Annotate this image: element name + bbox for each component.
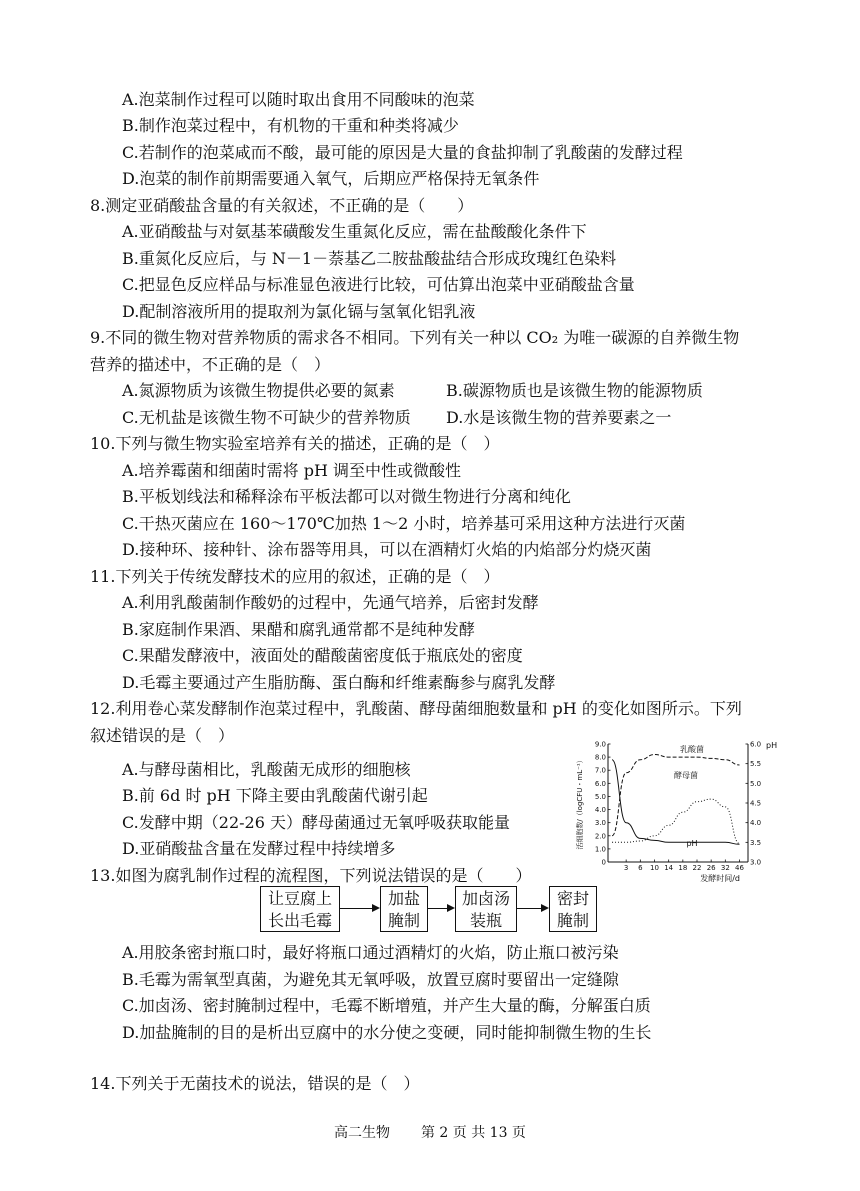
q10-option-d: D.接种环、接种针、涂布器等用具，可以在酒精灯火焰的内焰部分灼烧灭菌: [122, 540, 652, 559]
q8-stem: 8.测定亚硝酸盐含量的有关叙述，不正确的是（ ）: [90, 196, 474, 215]
chart-series-label: pH: [686, 839, 698, 848]
chart-x-tick-label: 22: [692, 864, 702, 872]
chart-left-tick-label: 6.0: [594, 779, 606, 788]
q14-stem: 14.下列关于无菌技术的说法，错误的是（ ）: [90, 1074, 420, 1093]
chart-right-tick-label: 5.5: [750, 760, 762, 769]
flow-step-mold: [260, 886, 340, 932]
q13-stem: 13.如图为腐乳制作过程的流程图，下列说法错误的是（ ）: [90, 866, 532, 885]
q12-option-a: A.与酵母菌相比，乳酸菌无成形的细胞核: [122, 760, 411, 779]
chart-series-label: 酵母菌: [674, 771, 698, 780]
chart-right-axis-label: pH: [766, 741, 778, 750]
chart-left-tick-label: 9.0: [594, 740, 606, 749]
chart-right-tick-label: 4.5: [750, 799, 762, 808]
flow-step-brine-line1: 加卤汤: [461, 889, 510, 908]
chart-x-tick-label: 10: [650, 864, 659, 872]
q8-option-c: C.把显色反应样品与标准显色液进行比较，可估算出泡菜中亚硝酸盐含量: [122, 275, 635, 294]
q9-option-a: A.氮源物质为该微生物提供必要的氮素: [122, 381, 395, 400]
chart-left-tick-label: 1.0: [594, 845, 606, 854]
q8-option-d: D.配制溶液所用的提取剂为氯化镉与氢氧化铝乳液: [122, 302, 476, 321]
chart-x-tick-label: 26: [706, 864, 716, 872]
q9-stem-line2: 营养的描述中，不正确的是（ ）: [90, 355, 331, 374]
q10-option-c: C.干热灭菌应在 160～170℃加热 1～2 小时，培养基可采用这种方法进行灭菌: [122, 514, 686, 533]
footer-page-number: 第 2 页 共 13 页: [420, 1125, 526, 1141]
chart-left-tick-label: 8.0: [594, 753, 606, 762]
q8-option-a: A.亚硝酸盐与对氨基苯磺酸发生重氮化反应，需在盐酸酸化条件下: [122, 222, 587, 241]
q12-option-b: B.前 6d 时 pH 下降主要由乳酸菌代谢引起: [122, 786, 428, 805]
chart-right-tick-label: 3.0: [750, 858, 762, 867]
chart-right-tick-label: 5.0: [750, 779, 762, 788]
q9-option-b: B.碳源物质也是该微生物的能源物质: [446, 381, 703, 400]
flow-step-brine: [455, 886, 517, 932]
q12-option-d: D.亚硝酸盐含量在发酵过程中持续增多: [122, 839, 396, 858]
q7-option-a: A.泡菜制作过程可以随时取出食用不同酸味的泡菜: [122, 90, 475, 109]
chart-x-tick-label: 14: [664, 864, 674, 872]
q7-option-c: C.若制作的泡菜咸而不酸，最可能的原因是大量的食盐抑制了乳酸菌的发酵过程: [122, 143, 683, 162]
q11-option-a: A.利用乳酸菌制作酸奶的过程中，先通气培养，后密封发酵: [122, 593, 539, 612]
q9-stem-line1: 9.不同的微生物对营养物质的需求各不相同。下列有关一种以 CO₂ 为唯一碳源的自养微生物: [90, 328, 740, 347]
furu-flowchart: [260, 886, 600, 936]
chart-x-tick-label: 6: [638, 864, 643, 872]
flow-step-mold-line2: 长出毛霉: [267, 911, 332, 930]
fermentation-chart: [574, 734, 784, 884]
chart-left-tick-label: 4.0: [594, 806, 606, 815]
chart-x-tick-label: 18: [678, 864, 688, 872]
chart-left-axis-label: 活细胞数/（logCFU・mL⁻¹）: [576, 756, 584, 850]
flow-arrow-3: [517, 908, 547, 909]
q9-option-c: C.无机盐是该微生物不可缺少的营养物质: [122, 408, 411, 427]
chart-right-tick-label: 6.0: [750, 740, 762, 749]
chart-left-tick-label: 2.0: [594, 832, 606, 841]
q8-option-b: B.重氮化反应后，与 N－1－萘基乙二胺盐酸盐结合形成玫瑰红色染料: [122, 249, 617, 268]
flow-arrow-2: [428, 908, 453, 909]
page-footer: [0, 1122, 860, 1142]
q11-option-c: C.果醋发酵液中，液面处的醋酸菌密度低于瓶底处的密度: [122, 646, 523, 665]
q11-option-b: B.家庭制作果酒、果醋和腐乳通常都不是纯种发酵: [122, 620, 475, 639]
flow-step-salt-line2: 腌制: [387, 911, 420, 930]
q13-option-a: A.用胶条密封瓶口时，最好将瓶口通过酒精灯的火焰，防止瓶口被污染: [122, 943, 619, 962]
chart-left-tick-label: 0: [601, 858, 606, 867]
q7-option-d: D.泡菜的制作前期需要通入氧气，后期应严格保持无氧条件: [122, 169, 540, 188]
flow-arrow-1: [340, 908, 378, 909]
q13-option-d: D.加盐腌制的目的是析出豆腐中的水分使之变硬，同时能抑制微生物的生长: [122, 1023, 652, 1042]
q12-stem-line2: 叙述错误的是（ ）: [90, 726, 235, 745]
chart-series-label: 乳酸菌: [680, 745, 704, 754]
chart-x-tick-label: 46: [735, 864, 744, 872]
chart-right-tick-label: 4.0: [750, 819, 762, 828]
chart-series-line: [612, 755, 740, 836]
flow-step-salt-line1: 加盐: [387, 889, 420, 908]
chart-series-line: [612, 799, 740, 844]
footer-subject: 高二生物: [334, 1125, 391, 1141]
q12-stem-line1: 12.利用卷心菜发酵制作泡菜过程中，乳酸菌、酵母菌细胞数量和 pH 的变化如图所示。下列: [90, 699, 742, 718]
q9-option-d: D.水是该微生物的营养要素之一: [446, 408, 672, 427]
q13-option-c: C.加卤汤、密封腌制过程中，毛霉不断增殖，并产生大量的酶，分解蛋白质: [122, 996, 651, 1015]
q10-option-a: A.培养霉菌和细菌时需将 pH 调至中性或微酸性: [122, 461, 462, 480]
flow-step-seal: [549, 886, 597, 932]
flow-step-salt: [380, 886, 428, 932]
chart-x-tick-label: 32: [720, 864, 730, 872]
flow-step-mold-line1: 让豆腐上: [267, 889, 332, 908]
q10-stem: 10.下列与微生物实验室培养有关的描述，正确的是（ ）: [90, 434, 500, 453]
flow-step-brine-line2: 装瓶: [469, 911, 502, 930]
chart-right-tick-label: 3.5: [750, 838, 762, 847]
q11-option-d: D.毛霉主要通过产生脂肪酶、蛋白酶和纤维素酶参与腐乳发酵: [122, 673, 556, 692]
q13-option-b: B.毛霉为需氧型真菌，为避免其无氧呼吸，放置豆腐时要留出一定缝隙: [122, 970, 619, 989]
q11-stem: 11.下列关于传统发酵技术的应用的叙述，正确的是（ ）: [90, 567, 500, 586]
q7-option-b: B.制作泡菜过程中，有机物的干重和种类将减少: [122, 116, 459, 135]
chart-left-tick-label: 5.0: [594, 792, 606, 801]
chart-x-tick-label: 3: [623, 864, 629, 872]
flow-step-seal-line2: 腌制: [556, 911, 589, 930]
q10-option-b: B.平板划线法和稀释涂布平板法都可以对微生物进行分离和纯化: [122, 487, 571, 506]
chart-left-tick-label: 3.0: [594, 819, 606, 828]
flow-step-seal-line1: 密封: [556, 889, 589, 908]
q12-option-c: C.发酵中期（22-26 天）酵母菌通过无氧呼吸获取能量: [122, 813, 510, 832]
chart-x-axis-label: 发酵时间/d: [700, 874, 740, 883]
chart-left-tick-label: 7.0: [594, 766, 606, 775]
